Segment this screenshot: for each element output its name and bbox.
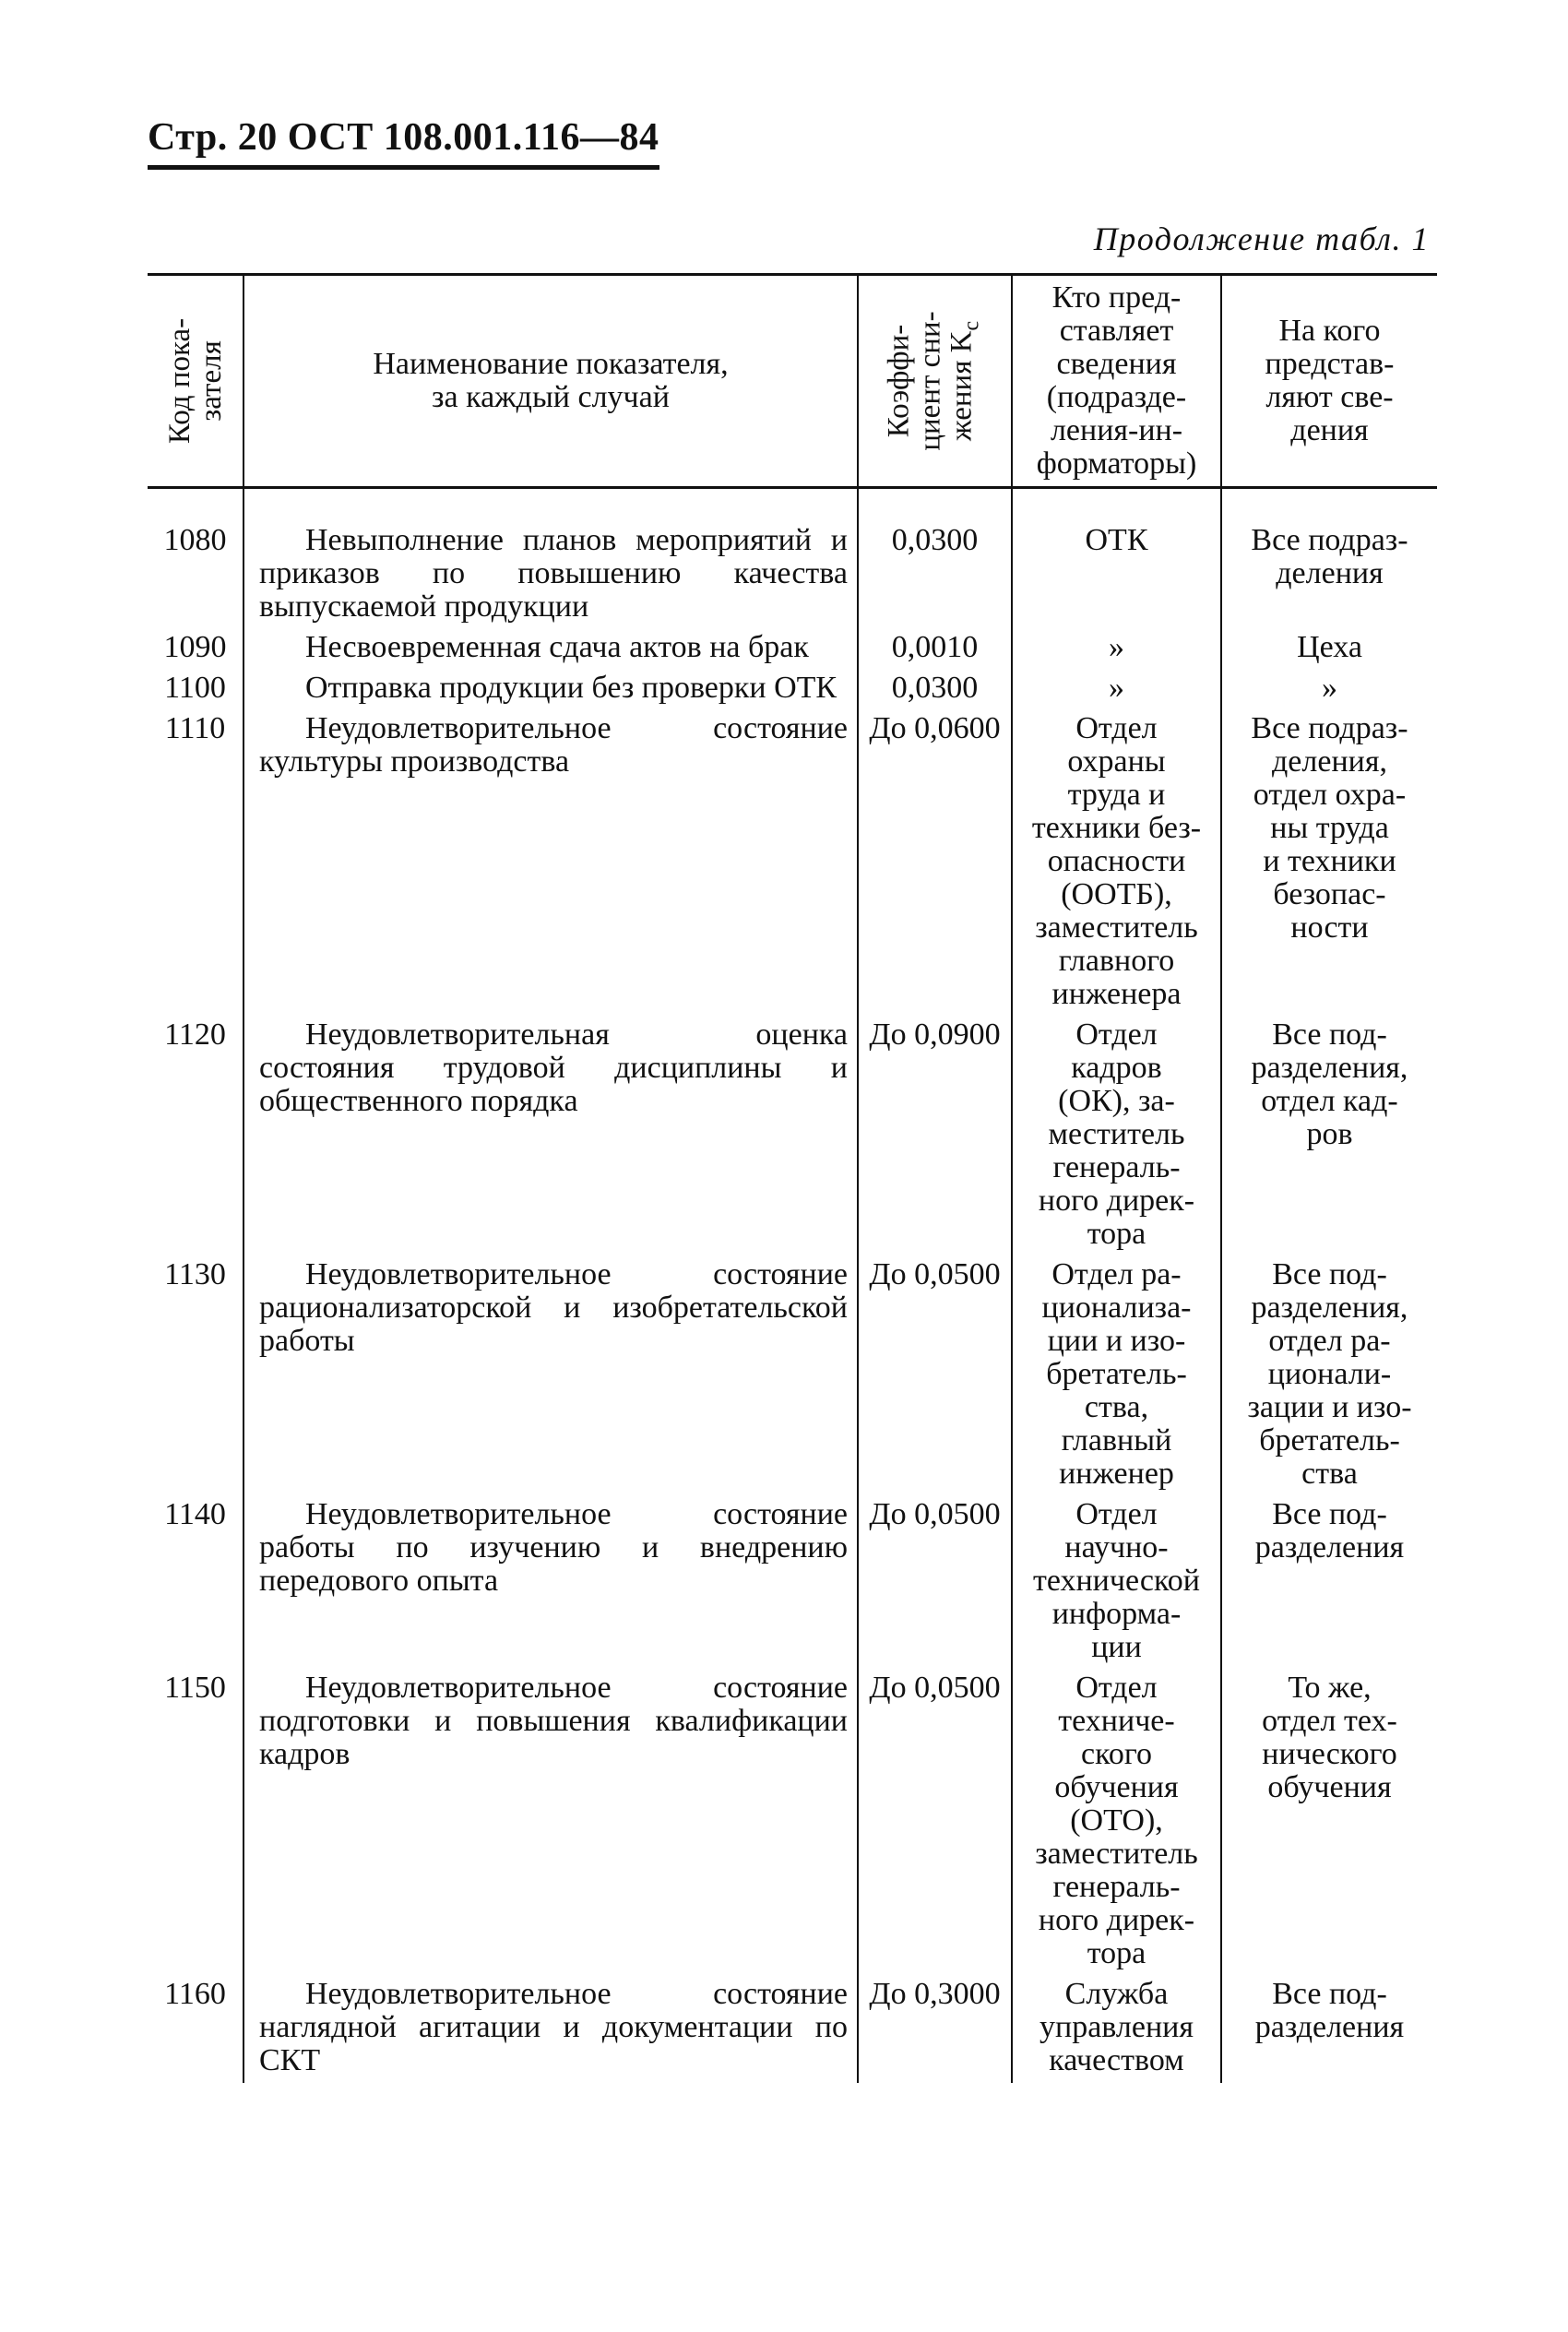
row-code: 1160 xyxy=(164,1977,226,2011)
row-code: 1150 xyxy=(164,1671,226,1705)
page-header: Стр. 20 ОСТ 108.001.116—84 xyxy=(148,115,659,170)
row-who: Отдел охраны труда и техники без- опасности (ООТБ), заместитель главного инженера xyxy=(1012,710,1221,1017)
row-name: Неудовлетворительная оценка состояния трудовой дисциплины и общественного порядка xyxy=(244,1017,858,1256)
table-row xyxy=(148,488,1437,630)
header-who: Кто пред- ставляет сведения (подразде- ления-ин- форматоры) xyxy=(1012,275,1221,488)
row-name: Неудовлетворительное состояние подготовки и повышения квалификации кадров xyxy=(244,1670,858,1976)
row-whom: Цеха xyxy=(1221,629,1437,670)
row-whom: Все под- разделения, отдел кад- ров xyxy=(1221,1017,1437,1256)
table-row xyxy=(148,1256,1437,1496)
row-code: 1080 xyxy=(163,523,227,557)
row-name: Неудовлетворительное состояние наглядной агитации и документации по СКТ xyxy=(244,1976,858,2083)
header-code: Код пока- зателя xyxy=(162,317,228,445)
row-code: 1110 xyxy=(164,711,226,745)
table-row xyxy=(148,670,1437,710)
row-whom: Все подраз- деления, отдел охра- ны труда и техники безопас- ности xyxy=(1221,710,1437,1017)
header-coef: Коэффи- циент сни- жения $K_с$ xyxy=(858,275,1012,488)
row-who: Служба управления качеством xyxy=(1012,1976,1221,2083)
row-code: 1100 xyxy=(164,671,226,705)
row-name: Отправка продукции без проверки ОТК xyxy=(244,670,858,710)
row-coef: До 0,0500 xyxy=(858,1496,1012,1670)
row-coef: 0,0010 xyxy=(858,629,1012,670)
row-whom: Все подраз- деления xyxy=(1221,488,1437,630)
header-whom: На кого представ- ляют све- дения xyxy=(1221,275,1437,488)
row-whom: Все под- разделения, отдел ра- ционали- зации и изо- бретатель- ства xyxy=(1221,1256,1437,1496)
row-whom: То же, отдел тех- нического обучения xyxy=(1221,1670,1437,1976)
table-header-row xyxy=(148,275,1437,488)
row-who: » xyxy=(1012,670,1221,710)
row-who: Отдел ра- ционализа- ции и изо- бретатель- ства, главный инженер xyxy=(1012,1256,1221,1496)
row-name: Неудовлетворительное состояние рационализаторской и изобретательской работы xyxy=(244,1256,858,1496)
row-coef: До 0,0900 xyxy=(858,1017,1012,1256)
indicators-table xyxy=(148,273,1437,2083)
row-who: ОТК xyxy=(1012,488,1221,630)
row-name: Невыполнение планов мероприятий и приказов по повышению качества выпускаемой продукции xyxy=(244,488,858,630)
row-code: 1130 xyxy=(164,1257,226,1291)
table-row xyxy=(148,1017,1437,1256)
row-name: Неудовлетворительное состояние культуры производства xyxy=(244,710,858,1017)
row-coef: 0,0300 xyxy=(858,670,1012,710)
table-row xyxy=(148,629,1437,670)
row-name: Неудовлетворительное состояние работы по изучению и внедрению передового опыта xyxy=(244,1496,858,1670)
table-row xyxy=(148,1496,1437,1670)
row-code: 1140 xyxy=(164,1497,226,1531)
row-name: Несвоевременная сдача актов на брак xyxy=(244,629,858,670)
row-who: Отдел научно- технической информа- ции xyxy=(1012,1496,1221,1670)
row-coef: До 0,0500 xyxy=(858,1256,1012,1496)
row-coef: 0,0300 xyxy=(858,488,1012,630)
row-whom: » xyxy=(1221,670,1437,710)
row-whom: Все под- разделения xyxy=(1221,1496,1437,1670)
row-code: 1120 xyxy=(164,1017,226,1052)
table-row xyxy=(148,710,1437,1017)
row-coef: До 0,3000 xyxy=(858,1976,1012,2083)
row-coef: До 0,0600 xyxy=(858,710,1012,1017)
table-row xyxy=(148,1670,1437,1976)
row-coef: До 0,0500 xyxy=(858,1670,1012,1976)
row-who: » xyxy=(1012,629,1221,670)
row-code: 1090 xyxy=(163,630,227,664)
table-caption: Продолжение табл. 1 xyxy=(1093,220,1430,257)
header-name: Наименование показателя, за каждый случай xyxy=(244,275,858,488)
row-who: Отдел техниче- ского обучения (ОТО), заместитель генераль- ного дирек- тора xyxy=(1012,1670,1221,1976)
table-row xyxy=(148,1976,1437,2083)
row-who: Отдел кадров (ОК), за- меститель генераль- ного дирек- тора xyxy=(1012,1017,1221,1256)
row-whom: Все под- разделения xyxy=(1221,1976,1437,2083)
